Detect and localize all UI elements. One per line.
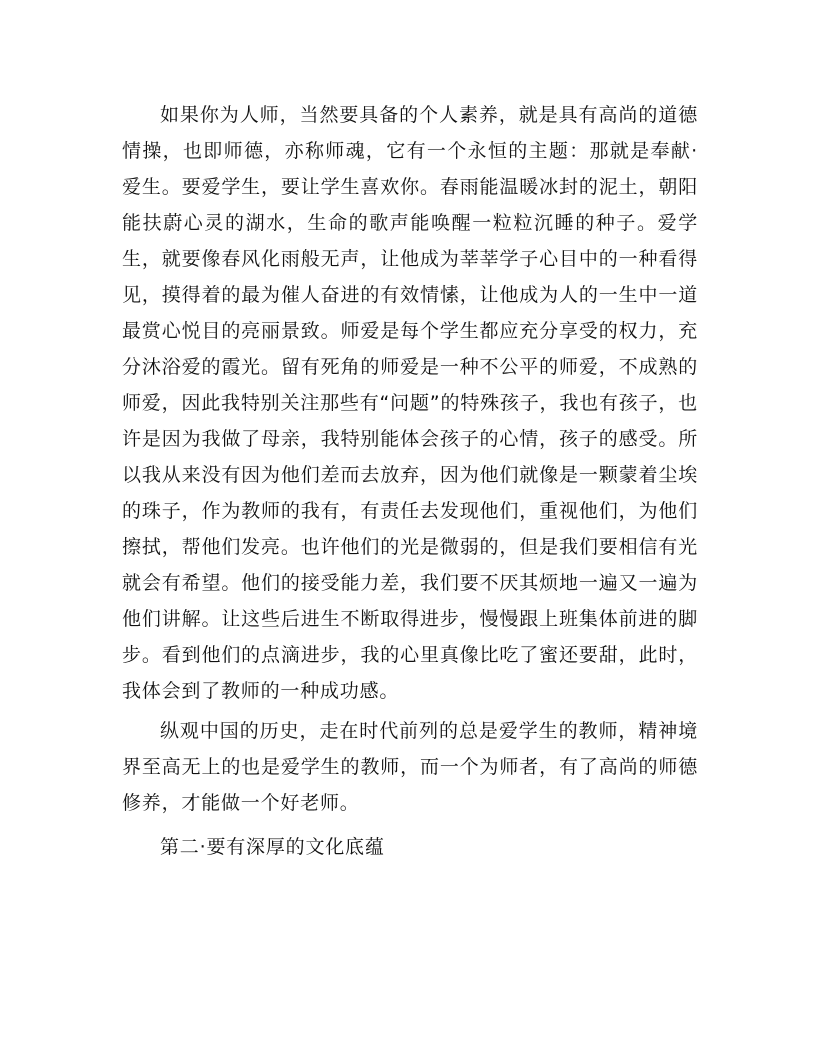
section-heading: 第二·要有深厚的文化底蕴 (160, 836, 385, 858)
document-body (122, 97, 698, 865)
paragraph-history: 纵观中国的历史，走在时代前列的总是爱学生的教师，精神境界至高无上的也是爱学生的教师，而一个为师者，有了高尚的师德修养，才能做一个好老师。 (122, 720, 698, 814)
paragraph-teacher-ethics: 如果你为人师，当然要具备的个人素养，就是具有高尚的道德情操，也即师德，亦称师魂，它有一个永恒的主题：那就是奉献·爱生。要爱学生，要让学生喜欢你。春雨能温暖冰封的泥土，朝阳能扶蔚心灵的湖水，生命的歌声能唤醒一粒粒沉睡的种子。爱学生，就要像春风化雨般无声，让他成为莘莘学子心目中的一种看得见，摸得着的最为催人奋进的有效情愫，让他成为人的一生中一道最赏心悦目的亮丽景致。师爱是每个学生都应充分享受的权力，充分沐浴爱的霞光。留有死角的师爱是一种不公平的师爱，不成熟的师爱，因此我特别关注那些有“问题”的特殊孩子，我也有孩子，也许是因为我做了母亲，我特别能体会孩子的心情，孩子的感受。所以我从来没有因为他们差而去放弃，因为他们就像是一颗蒙着尘埃的珠子，作为教师的我有，有责任去发现他们，重视他们，为他们擦拭，帮他们发亮。也许他们的光是微弱的，但是我们要相信有光就会有希望。他们的接受能力差，我们要不厌其烦地一遍又一遍为他们讲解。让这些后进生不断取得进步，慢慢跟上班集体前进的脚步。看到他们的点滴进步，我的心里真像比吃了蜜还要甜，此时，我体会到了教师的一种成功感。 (122, 104, 698, 702)
